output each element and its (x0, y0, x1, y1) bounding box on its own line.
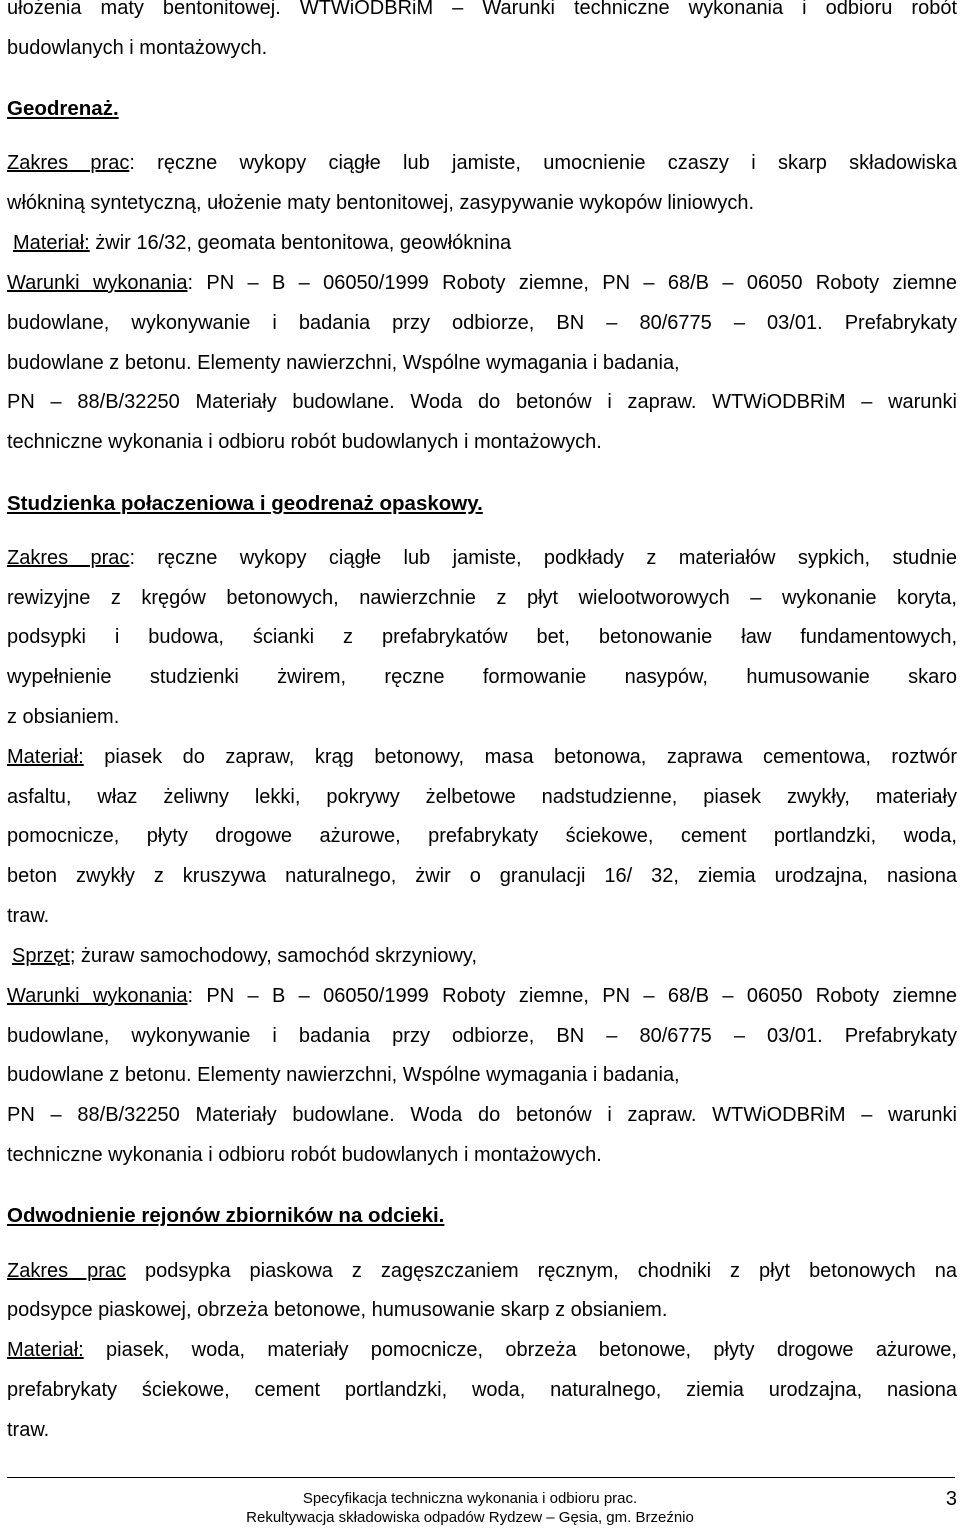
zakres-prac-line: włókniną syntetyczną, ułożenie maty bentonitowej, zasypywanie wykopów liniowych. (7, 192, 755, 214)
material-line: traw. (7, 905, 50, 927)
material-line: traw. (7, 1419, 50, 1441)
zakres-prac-label: Zakres prac (7, 152, 130, 174)
warunki-line: budowlane z betonu. Elementy nawierzchni, Wspólne wymagania i badania, (7, 1064, 680, 1086)
warunki-paragraph (7, 984, 957, 1008)
material-line: beton zwykły z kruszywa naturalnego, żwir o granulacji 16/ 32, ziemia urodzajna, nasiona (7, 865, 957, 887)
zakres-prac-text: podsypka piaskowa z zagęszczaniem ręcznym, chodniki z płyt betonowych na (126, 1260, 958, 1282)
section-heading-studzienka: Studzienka połaczeniowa i geodrenaż opaskowy. (7, 492, 483, 515)
warunki-line: budowlane, wykonywanie i badania przy odbiorze, BN – 80/6775 – 03/01. Prefabrykaty (7, 312, 957, 334)
footer-divider (7, 1477, 955, 1478)
warunki-label: Warunki wykonania (7, 985, 188, 1007)
page-number: 3 (945, 1488, 957, 1510)
footer-subtitle: Rekultywacja składowiska odpadów Rydzew – Gęsia, gm. Brzeźnio (246, 1509, 694, 1526)
warunki-line: techniczne wykonania i odbioru robót budowlanych i montażowych. (7, 1144, 602, 1166)
zakres-prac-paragraph (7, 151, 957, 175)
material-paragraph (13, 231, 960, 255)
zakres-prac-label: Zakres prac (7, 547, 130, 569)
zakres-prac-label: Zakres prac (7, 1260, 126, 1282)
section-heading-odwodnienie: Odwodnienie rejonów zbiorników na odcieki. (7, 1204, 445, 1227)
footer-title: Specyfikacja techniczna wykonania i odbioru prac. (302, 1490, 638, 1507)
sprzet-text: ; żuraw samochodowy, samochód skrzyniowy, (69, 945, 477, 967)
zakres-prac-text: : ręczne wykopy ciągłe lub jamiste, umocnienie czaszy i skarp składowiska (129, 152, 957, 174)
warunki-line: PN – 88/B/32250 Materiały budowlane. Woda do betonów i zapraw. WTWiODBRiM – warunki (7, 391, 957, 413)
material-line: asfaltu, właz żeliwny lekki, pokrywy żelbetowe nadstudzienne, piasek zwykły, materiały (7, 786, 957, 808)
warunki-text: : PN – B – 06050/1999 Roboty ziemne, PN – 68/B – 06050 Roboty ziemne (187, 272, 957, 294)
section-heading-geodrenaz: Geodrenaż. (7, 97, 119, 120)
warunki-line: budowlane, wykonywanie i badania przy odbiorze, BN – 80/6775 – 03/01. Prefabrykaty (7, 1025, 957, 1047)
zakres-prac-line: rewizyjne z kręgów betonowych, nawierzchnie z płyt wielootworowych – wykonanie koryta, (7, 587, 957, 609)
sprzet-label: Sprzęt (12, 945, 70, 967)
warunki-label: Warunki wykonania (7, 272, 188, 294)
zakres-prac-text: : ręczne wykopy ciągłe lub jamiste, podkłady z materiałów sypkich, studnie (129, 547, 957, 569)
zakres-prac-line: z obsianiem. (7, 706, 120, 728)
warunki-line: PN – 88/B/32250 Materiały budowlane. Woda do betonów i zapraw. WTWiODBRiM – warunki (7, 1104, 957, 1126)
warunki-paragraph (7, 271, 957, 295)
material-text: piasek do zapraw, krąg betonowy, masa betonowa, zaprawa cementowa, roztwór (83, 746, 957, 768)
zakres-prac-line: podsypce piaskowej, obrzeża betonowe, humusowanie skarp z obsianiem. (7, 1299, 668, 1321)
zakres-prac-line: wypełnienie studzienki żwirem, ręczne formowanie nasypów, humusowanie skaro (7, 666, 957, 688)
material-paragraph (7, 1338, 957, 1362)
material-text: piasek, woda, materiały pomocnicze, obrzeża betonowe, płyty drogowe ażurowe, (83, 1339, 957, 1361)
warunki-line: budowlane z betonu. Elementy nawierzchni, Wspólne wymagania i badania, (7, 352, 680, 374)
warunki-text: : PN – B – 06050/1999 Roboty ziemne, PN – 68/B – 06050 Roboty ziemne (187, 985, 957, 1007)
material-label: Materiał: (13, 232, 90, 254)
material-line: prefabrykaty ściekowe, cement portlandzki, woda, naturalnego, ziemia urodzajna, nasiona (7, 1379, 957, 1401)
warunki-line: techniczne wykonania i odbioru robót budowlanych i montażowych. (7, 431, 602, 453)
material-label: Materiał: (7, 1339, 84, 1361)
intro-line-1: ułożenia maty bentonitowej. WTWiODBRiM – Warunki techniczne wykonania i odbioru robót (7, 0, 957, 19)
zakres-prac-paragraph (7, 546, 957, 570)
material-paragraph (7, 745, 957, 769)
material-text: żwir 16/32, geomata bentonitowa, geowłóknina (89, 232, 512, 254)
intro-line-2: budowlanych i montażowych. (7, 37, 268, 59)
material-label: Materiał: (7, 746, 84, 768)
zakres-prac-paragraph (7, 1259, 957, 1283)
zakres-prac-line: podsypki i budowa, ścianki z prefabrykatów bet, betonowanie ław fundamentowych, (7, 626, 957, 648)
sprzet-paragraph (12, 944, 960, 968)
material-line: pomocnicze, płyty drogowe ażurowe, prefabrykaty ściekowe, cement portlandzki, woda, (7, 825, 957, 847)
